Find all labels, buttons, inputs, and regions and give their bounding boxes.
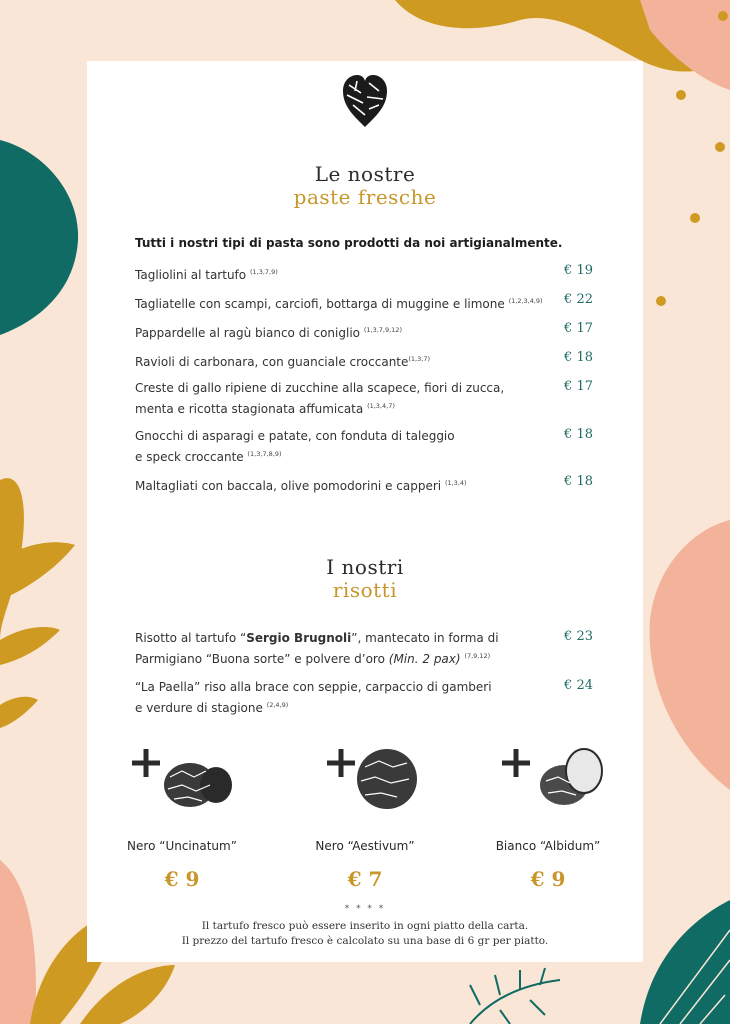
separator-stars: * * * * bbox=[344, 904, 386, 914]
truffle-option bbox=[290, 741, 440, 891]
teal-fern-bottom bbox=[470, 968, 560, 1024]
truffle-name: Nero “Uncinatum” bbox=[127, 839, 237, 853]
truffle-option bbox=[107, 741, 257, 891]
truffle-option bbox=[473, 741, 623, 891]
salmon-shape-bottom-left bbox=[0, 860, 36, 1024]
plus-truffle-icon bbox=[122, 741, 242, 811]
menu-item: Ravioli di carbonara, con guanciale croccante$^{(1,3,7)}$ bbox=[135, 355, 431, 369]
teal-blob-left bbox=[0, 140, 78, 335]
plus-truffle-icon bbox=[305, 741, 425, 811]
heart-logo-icon bbox=[341, 73, 389, 129]
menu-item-price: € 18 bbox=[564, 427, 593, 442]
truffle-price: € 9 bbox=[164, 867, 200, 891]
gold-leaves-left bbox=[0, 478, 75, 728]
pasta-subtitle: paste fresche bbox=[293, 185, 437, 209]
menu-item: Maltagliati con baccala, olive pomodorini e capperi $^{(1,3,4)}$ bbox=[135, 479, 467, 493]
menu-item-price: € 24 bbox=[564, 678, 593, 693]
menu-item: Risotto al tartufo “Sergio Brugnoli”, mantecato in forma di Parmigiano “Buona sorte” e polvere d’oro (Min. 2 pax) $^{(7,9,12)}$ bbox=[135, 631, 499, 666]
menu-item-price: € 18 bbox=[564, 474, 593, 489]
menu-item-price: € 22 bbox=[564, 292, 593, 307]
plus-truffle-icon bbox=[488, 741, 608, 811]
menu-item: Tagliolini al tartufo $^{(1,3,7,9)}$ bbox=[135, 268, 278, 282]
menu-item: Gnocchi di asparagi e patate, con fonduta di taleggio e speck croccante $^{(1,3,7,8,9)}$ bbox=[135, 429, 455, 464]
salmon-blob-right bbox=[650, 520, 730, 790]
risotti-title: I nostri bbox=[326, 555, 404, 579]
menu-card bbox=[87, 61, 643, 962]
footer-note-line2: Il prezzo del tartufo fresco è calcolato su una base di 6 gr per piatto. bbox=[181, 935, 549, 947]
pasta-title: Le nostre bbox=[314, 162, 416, 186]
menu-item: Creste di gallo ripiene di zucchine alla scapece, fiori di zucca, menta e ricotta stagionata affumicata $^{(1,3,4,7)}$ bbox=[135, 381, 505, 416]
menu-item-price: € 17 bbox=[564, 321, 593, 336]
truffle-price: € 9 bbox=[530, 867, 566, 891]
pasta-intro: Tutti i nostri tipi di pasta sono prodotti da noi artigianalmente. bbox=[135, 236, 563, 250]
truffle-name: Bianco “Albidum” bbox=[495, 839, 601, 853]
menu-item: Pappardelle al ragù bianco di coniglio $^{(1,3,7,9,12)}$ bbox=[135, 326, 402, 340]
risotti-subtitle: risotti bbox=[332, 578, 398, 602]
footer-note-line1: Il tartufo fresco può essere inserito in ogni piatto della carta. bbox=[201, 920, 529, 932]
menu-item-price: € 23 bbox=[564, 629, 593, 644]
menu-item: Tagliatelle con scampi, carciofi, bottarga di muggine e limone $^{(1,2,3,4,9)}$ bbox=[135, 297, 543, 311]
menu-item: “La Paella” riso alla brace con seppie, carpaccio di gamberi e verdure di stagione $^{(2,4,9)}$ bbox=[135, 680, 492, 715]
truffle-name: Nero “Aestivum” bbox=[315, 839, 415, 853]
menu-item-price: € 17 bbox=[564, 379, 593, 394]
menu-item-price: € 18 bbox=[564, 350, 593, 365]
menu-item-price: € 19 bbox=[564, 263, 593, 278]
truffle-price: € 7 bbox=[347, 867, 383, 891]
